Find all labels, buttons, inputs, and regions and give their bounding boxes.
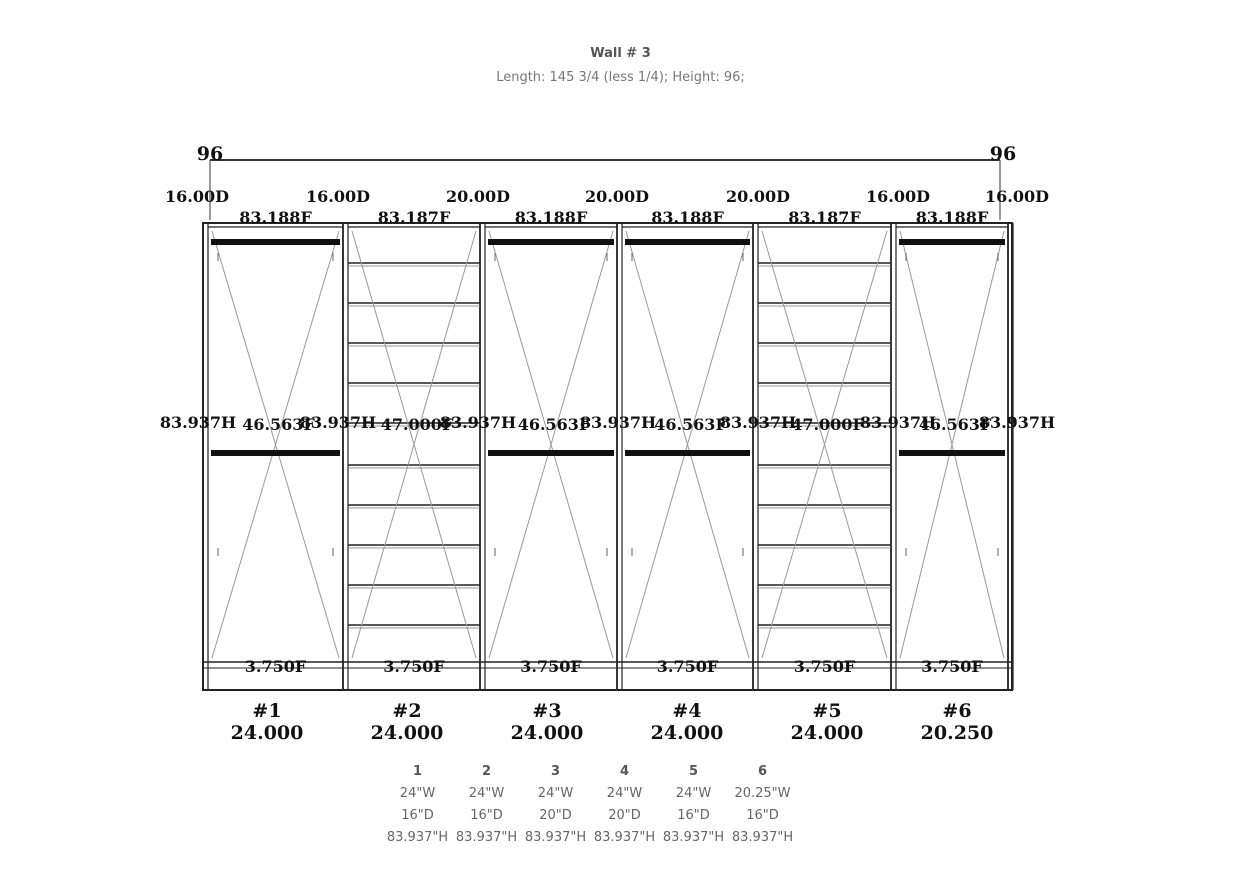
middle-shelf-height-label: 46.563F xyxy=(654,415,727,434)
wall-title: Wall # 3 xyxy=(590,46,651,61)
hanging-rod-middle xyxy=(899,450,1005,456)
section-width-label: 24.000 xyxy=(230,722,304,744)
panel-height-label: 83.937H xyxy=(299,413,377,432)
spec-row-width xyxy=(383,782,797,804)
spec-height: 83.937"H xyxy=(524,829,587,845)
wall-dimensions: Length: 145 3/4 (less 1/4); Height: 96; xyxy=(496,70,745,85)
spec-row-number xyxy=(383,760,797,782)
bottom-shelf-height-label: 3.750F xyxy=(244,657,307,676)
bottom-shelf-height-label: 3.750F xyxy=(520,657,582,676)
section-width-label: 20.250 xyxy=(920,722,994,744)
section-number-label: #3 xyxy=(532,700,562,722)
spec-depth: 16"D xyxy=(677,807,710,823)
spec-number: 2 xyxy=(481,763,492,779)
section-number-label: #4 xyxy=(672,700,702,722)
elevation-labels xyxy=(160,143,1055,744)
section-number-label: #2 xyxy=(392,700,422,722)
section-number-label: #6 xyxy=(942,700,972,722)
spec-number: 1 xyxy=(412,763,423,779)
hanging-rod-top xyxy=(488,239,614,245)
top-shelf-height-label: 83.188F xyxy=(514,208,588,227)
spec-height: 83.937"H xyxy=(386,829,449,845)
hanging-rod-top xyxy=(625,239,750,245)
panel-height-label: 83.937H xyxy=(978,413,1056,432)
overall-height-left-label: 96 xyxy=(196,143,224,165)
section-width-label: 24.000 xyxy=(510,722,584,744)
spec-number: 4 xyxy=(619,763,630,779)
spec-height: 83.937"H xyxy=(593,829,656,845)
spec-height: 83.937"H xyxy=(662,829,725,845)
middle-shelf-height-label: 47.000F xyxy=(380,415,454,434)
spec-width: 24"W xyxy=(537,785,574,801)
top-shelf-height-label: 83.188F xyxy=(651,208,724,227)
spec-number: 5 xyxy=(688,763,699,779)
middle-shelf-height-label: 46.563F xyxy=(242,415,315,434)
spec-width: 24"W xyxy=(675,785,712,801)
top-shelf-height-label: 83.187F xyxy=(377,208,451,227)
spec-height: 83.937"H xyxy=(731,829,794,845)
panel-depth-label: 20.00D xyxy=(446,187,510,206)
section-width-label: 24.000 xyxy=(650,722,724,744)
panel-height-label: 83.937H xyxy=(719,413,797,432)
spec-width: 20.25"W xyxy=(734,785,791,801)
section-number-label: #5 xyxy=(812,700,842,722)
spec-depth: 20"D xyxy=(608,807,641,823)
section-spec-table xyxy=(383,760,797,848)
overall-height-right-label: 96 xyxy=(989,143,1017,165)
spec-depth: 16"D xyxy=(746,807,779,823)
spec-width: 24"W xyxy=(606,785,643,801)
panel-height-label: 83.937H xyxy=(859,413,937,432)
panel-depth-label: 16.00D xyxy=(985,187,1049,206)
top-shelf-height-label: 83.188F xyxy=(239,208,312,227)
top-shelf-height-label: 83.187F xyxy=(788,208,861,227)
spec-width: 24"W xyxy=(468,785,505,801)
bottom-shelf-height-label: 3.750F xyxy=(383,657,445,676)
spec-depth: 20"D xyxy=(539,807,572,823)
middle-shelf-height-label: 46.563F xyxy=(918,415,992,434)
panel-depth-label: 16.00D xyxy=(866,187,930,206)
bottom-shelf-height-label: 3.750F xyxy=(921,657,983,676)
panel-height-label: 83.937H xyxy=(159,413,237,432)
spec-depth: 16"D xyxy=(470,807,503,823)
bottom-shelf-height-label: 3.750F xyxy=(793,657,856,676)
spec-number: 6 xyxy=(757,763,768,779)
section-number-label: #1 xyxy=(252,700,282,722)
panel-height-label: 83.937H xyxy=(579,413,657,432)
panel-depth-label: 16.00D xyxy=(165,187,229,206)
top-shelf-height-label: 83.188F xyxy=(915,208,989,227)
bottom-shelf-height-label: 3.750F xyxy=(656,657,719,676)
hanging-rod-top xyxy=(211,239,340,245)
panel-depth-label: 20.00D xyxy=(726,187,790,206)
hanging-rod-middle xyxy=(211,450,340,456)
panel-depth-label: 20.00D xyxy=(585,187,649,206)
panel-depth-label: 16.00D xyxy=(306,187,370,206)
hanging-rod-top xyxy=(899,239,1005,245)
spec-number: 3 xyxy=(550,763,561,779)
spec-height: 83.937"H xyxy=(455,829,518,845)
middle-shelf-height-label: 47.000F xyxy=(791,415,864,434)
panel-height-label: 83.937H xyxy=(439,413,517,432)
spec-row-height xyxy=(383,826,797,848)
hanging-rod-middle xyxy=(625,450,750,456)
spec-depth: 16"D xyxy=(401,807,434,823)
spec-width: 24"W xyxy=(399,785,436,801)
section-width-label: 24.000 xyxy=(370,722,444,744)
spec-row-depth xyxy=(383,804,797,826)
section-width-label: 24.000 xyxy=(790,722,864,744)
middle-shelf-height-label: 46.563F xyxy=(517,415,591,434)
hanging-rod-middle xyxy=(488,450,614,456)
